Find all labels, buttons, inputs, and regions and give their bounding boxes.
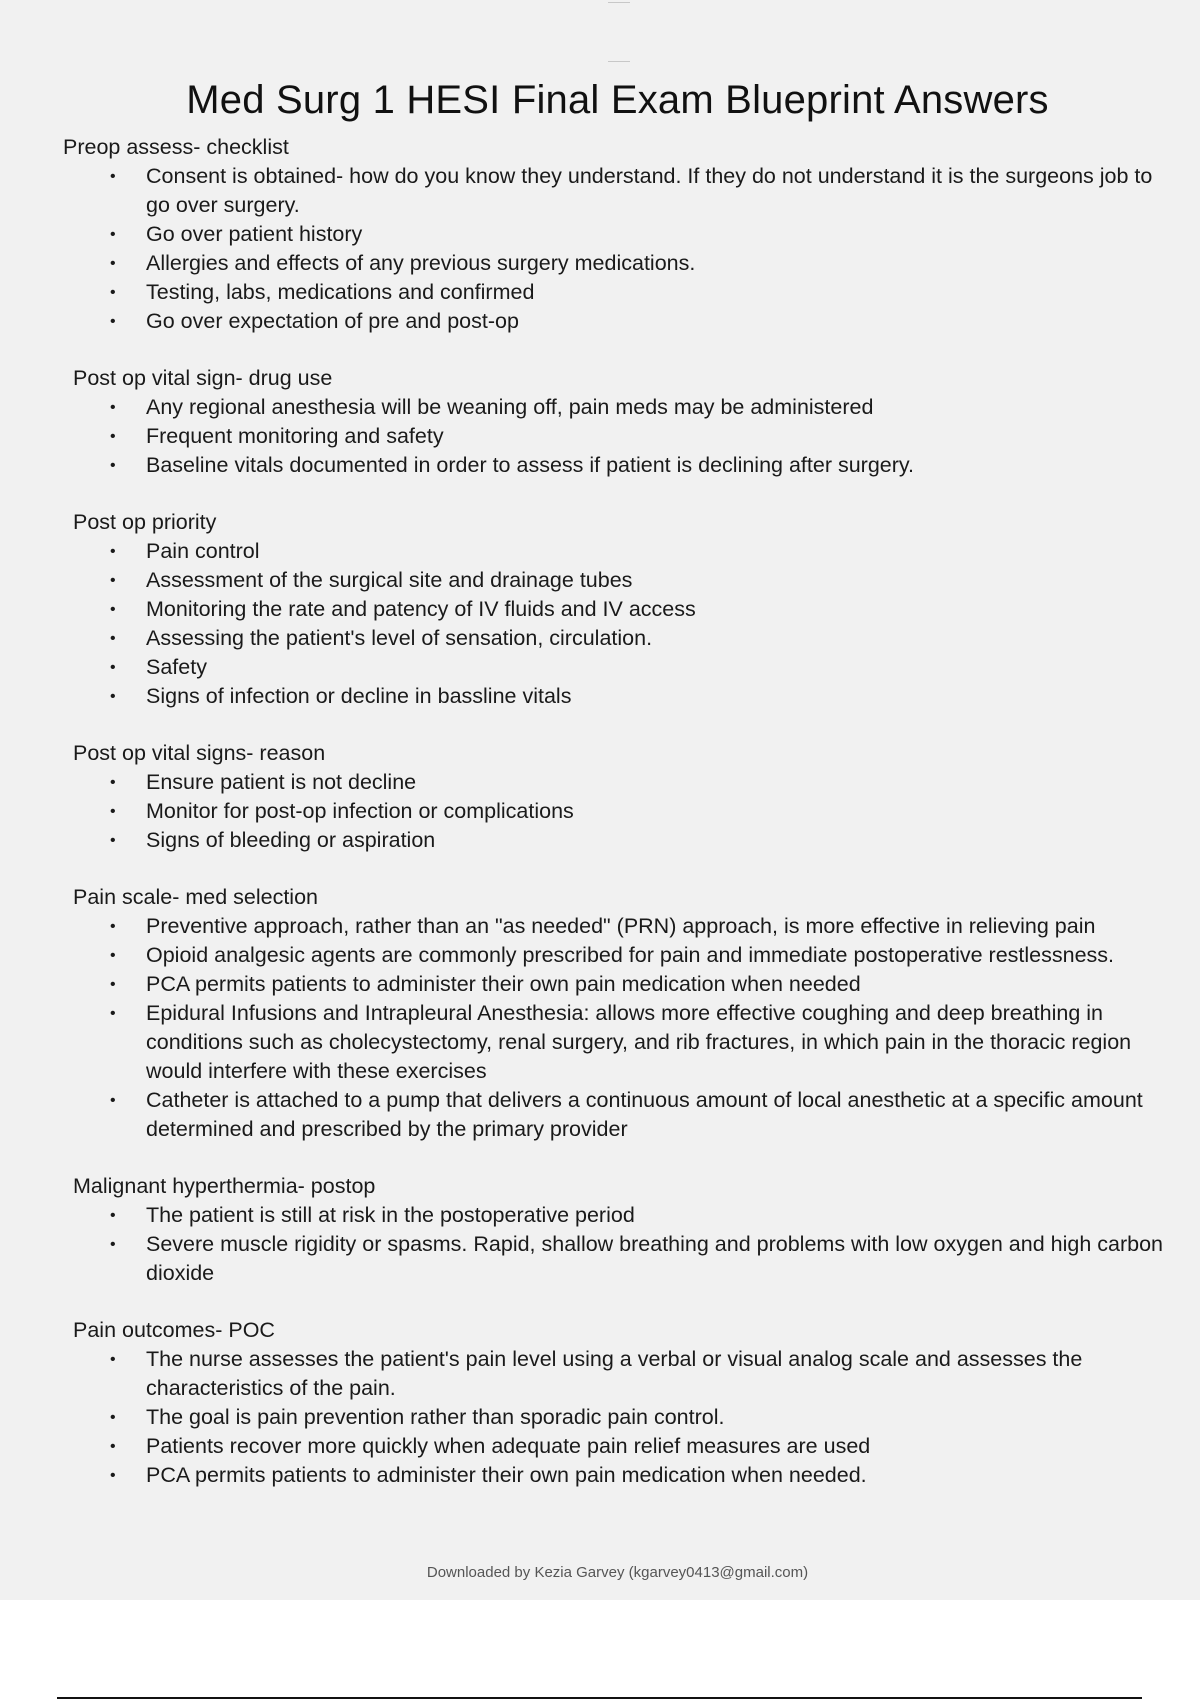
list-item-text: Signs of infection or decline in bassline vitals (146, 684, 572, 708)
section (0, 133, 1200, 336)
bullet-icon: • (110, 1236, 116, 1253)
list-item-text: Consent is obtained- how do you know they understand. If they do not understand it is the surgeons job to go over surgery. (146, 164, 1153, 217)
bullet-icon: • (110, 1207, 116, 1224)
bullet-icon: • (110, 774, 116, 791)
list-item (0, 941, 1200, 970)
bullet-icon: • (110, 918, 116, 935)
list-item-text: Patients recover more quickly when adequate pain relief measures are used (146, 1434, 871, 1458)
bullet-icon: • (110, 226, 116, 243)
list-item (0, 653, 1200, 682)
bullet-list (0, 912, 1200, 1144)
bullet-list (0, 1201, 1200, 1288)
bullet-icon: • (110, 1005, 116, 1022)
document-body (0, 133, 1200, 1518)
list-item (0, 162, 1200, 220)
bullet-icon: • (110, 947, 116, 964)
bullet-icon: • (110, 543, 116, 560)
bullet-icon: • (110, 168, 116, 185)
bullet-icon: • (110, 976, 116, 993)
list-item-text: Go over expectation of pre and post-op (146, 309, 519, 333)
list-item-text: Preventive approach, rather than an "as needed" (PRN) approach, is more effective in relieving pain (146, 914, 1096, 938)
bullet-icon: • (110, 284, 116, 301)
list-item-text: Monitor for post-op infection or complications (146, 799, 574, 823)
bullet-icon: • (110, 1409, 116, 1426)
section (0, 883, 1200, 1144)
list-item (0, 537, 1200, 566)
list-item-text: PCA permits patients to administer their own pain medication when needed (146, 972, 861, 996)
top-dash-mark (608, 61, 630, 62)
list-item (0, 624, 1200, 653)
list-item-text: Catheter is attached to a pump that delivers a continuous amount of local anesthetic at a specific amount determined and prescribed by the primary provider (146, 1088, 1143, 1141)
list-item-text: Signs of bleeding or aspiration (146, 828, 436, 852)
section (0, 364, 1200, 480)
list-item (0, 1345, 1200, 1403)
list-item (0, 1201, 1200, 1230)
list-item (0, 566, 1200, 595)
list-item-text: Pain control (146, 539, 260, 563)
list-item (0, 970, 1200, 999)
list-item (0, 278, 1200, 307)
list-item (0, 307, 1200, 336)
bullet-list (0, 537, 1200, 711)
list-item-text: Monitoring the rate and patency of IV fluids and IV access (146, 597, 696, 621)
bullet-list (0, 1345, 1200, 1490)
bullet-icon: • (110, 832, 116, 849)
bullet-list (0, 393, 1200, 480)
list-item-text: Frequent monitoring and safety (146, 424, 444, 448)
list-item-text: The patient is still at risk in the postoperative period (146, 1203, 635, 1227)
list-item (0, 1086, 1200, 1144)
bullet-list (0, 162, 1200, 336)
bullet-icon: • (110, 601, 116, 618)
bullet-icon: • (110, 1092, 116, 1109)
list-item-text: Opioid analgesic agents are commonly prescribed for pain and immediate postoperative restlessness. (146, 943, 1115, 967)
section-heading: Post op vital signs- reason (73, 741, 326, 765)
list-item-text: Go over patient history (146, 222, 363, 246)
section-heading: Preop assess- checklist (63, 135, 289, 159)
list-item-text: Epidural Infusions and Intrapleural Anesthesia: allows more effective coughing and deep breathing in conditions such as cholecystectomy, renal surgery, and rib fractures, in which pain in the thoracic region would interfere with these exercises (146, 1001, 1132, 1083)
list-item (0, 393, 1200, 422)
list-item (0, 1461, 1200, 1490)
bullet-icon: • (110, 313, 116, 330)
section (0, 508, 1200, 711)
bullet-list (0, 768, 1200, 855)
section (0, 1316, 1200, 1490)
list-item-text: Safety (146, 655, 207, 679)
list-item-text: Ensure patient is not decline (146, 770, 417, 794)
list-item-text: Assessing the patient's level of sensation, circulation. (146, 626, 653, 650)
list-item (0, 1432, 1200, 1461)
section (0, 739, 1200, 855)
list-item-text: Assessment of the surgical site and drainage tubes (146, 568, 633, 592)
bullet-icon: • (110, 1438, 116, 1455)
page-title: Med Surg 1 HESI Final Exam Blueprint Answers (186, 78, 1049, 122)
list-item (0, 249, 1200, 278)
bullet-icon: • (110, 399, 116, 416)
list-item (0, 595, 1200, 624)
list-item (0, 912, 1200, 941)
section-heading: Pain outcomes- POC (73, 1318, 275, 1342)
bullet-icon: • (110, 1351, 116, 1368)
list-item (0, 1403, 1200, 1432)
list-item (0, 422, 1200, 451)
bullet-icon: • (110, 428, 116, 445)
list-item-text: The goal is pain prevention rather than sporadic pain control. (146, 1405, 725, 1429)
list-item (0, 826, 1200, 855)
bullet-icon: • (110, 688, 116, 705)
section-heading: Post op vital sign- drug use (73, 366, 333, 390)
section-heading: Post op priority (73, 510, 217, 534)
top-dash-mark (608, 2, 630, 3)
list-item-text: Baseline vitals documented in order to assess if patient is declining after surgery. (146, 453, 915, 477)
section-heading: Pain scale- med selection (73, 885, 318, 909)
list-item (0, 797, 1200, 826)
bullet-icon: • (110, 255, 116, 272)
list-item-text: The nurse assesses the patient's pain level using a verbal or visual analog scale and assesses the characteristics of the pain. (146, 1347, 1083, 1400)
list-item (0, 220, 1200, 249)
list-item (0, 1230, 1200, 1288)
bullet-icon: • (110, 659, 116, 676)
list-item-text: Allergies and effects of any previous surgery medications. (146, 251, 696, 275)
download-footer: Downloaded by Kezia Garvey (kgarvey0413@gmail.com) (426, 1564, 809, 1581)
bullet-icon: • (110, 1467, 116, 1484)
bullet-icon: • (110, 572, 116, 589)
bullet-icon: • (110, 457, 116, 474)
bullet-icon: • (110, 803, 116, 820)
list-item (0, 682, 1200, 711)
list-item (0, 451, 1200, 480)
list-item-text: Testing, labs, medications and confirmed (146, 280, 535, 304)
list-item-text: PCA permits patients to administer their own pain medication when needed. (146, 1463, 867, 1487)
list-item-text: Severe muscle rigidity or spasms. Rapid, shallow breathing and problems with low oxygen and high carbon dioxide (146, 1232, 1163, 1285)
section (0, 1172, 1200, 1288)
bottom-divider (57, 1697, 1142, 1699)
section-heading: Malignant hyperthermia- postop (73, 1174, 376, 1198)
bullet-icon: • (110, 630, 116, 647)
list-item (0, 768, 1200, 797)
list-item (0, 999, 1200, 1086)
list-item-text: Any regional anesthesia will be weaning off, pain meds may be administered (146, 395, 874, 419)
